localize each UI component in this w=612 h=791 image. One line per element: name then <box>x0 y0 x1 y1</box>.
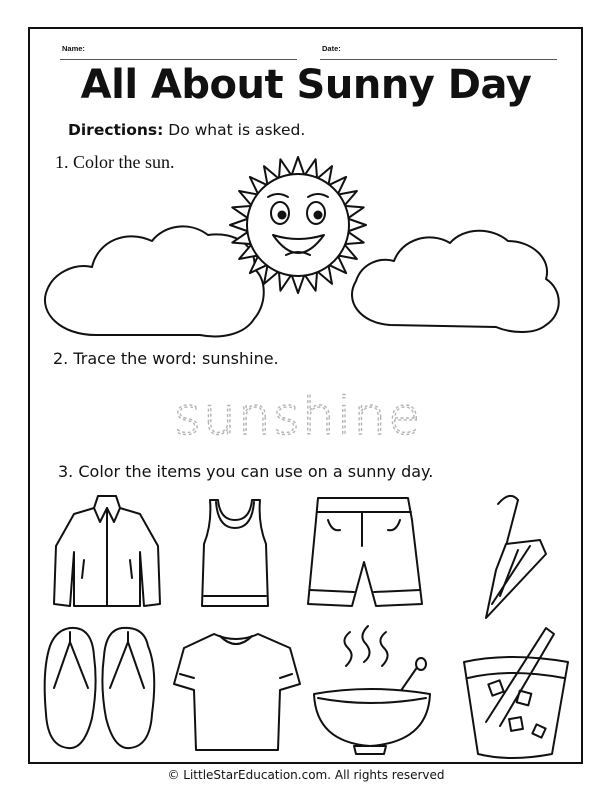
hot-soup-icon <box>314 626 430 754</box>
question-2: 2. Trace the word: sunshine. <box>53 349 279 368</box>
question-1: 1. Color the sun. <box>55 152 175 172</box>
items-row-1 <box>40 486 580 621</box>
flip-flops-icon <box>45 628 155 748</box>
umbrella-icon <box>486 496 546 618</box>
directions-text: Do what is asked. <box>163 121 306 139</box>
iced-drink-icon <box>464 628 568 758</box>
trace-word-svg <box>0 381 612 441</box>
directions-label: Directions: <box>68 121 164 139</box>
sun-and-clouds-illustration <box>40 145 570 345</box>
cloud-right-icon <box>352 231 559 332</box>
page-title: All About Sunny Day <box>80 62 532 108</box>
directions <box>68 121 305 139</box>
question-3: 3. Color the items you can use on a sunny day. <box>58 462 434 481</box>
jacket-icon <box>54 496 160 606</box>
t-shirt-icon <box>174 634 300 750</box>
cloud-left-icon <box>45 226 264 336</box>
items-row-2 <box>40 622 580 760</box>
date-line <box>320 59 557 60</box>
name-line <box>60 59 297 60</box>
copyright-footer: © LittleStarEducation.com. All rights reserved <box>167 768 445 782</box>
shorts-icon <box>308 498 422 606</box>
tank-top-icon <box>202 500 268 606</box>
sun-icon <box>230 157 366 293</box>
trace-word-area <box>0 381 612 445</box>
date-label: Date: <box>322 44 341 53</box>
name-label: Name: <box>62 44 85 53</box>
trace-word: sunshine <box>173 387 423 441</box>
